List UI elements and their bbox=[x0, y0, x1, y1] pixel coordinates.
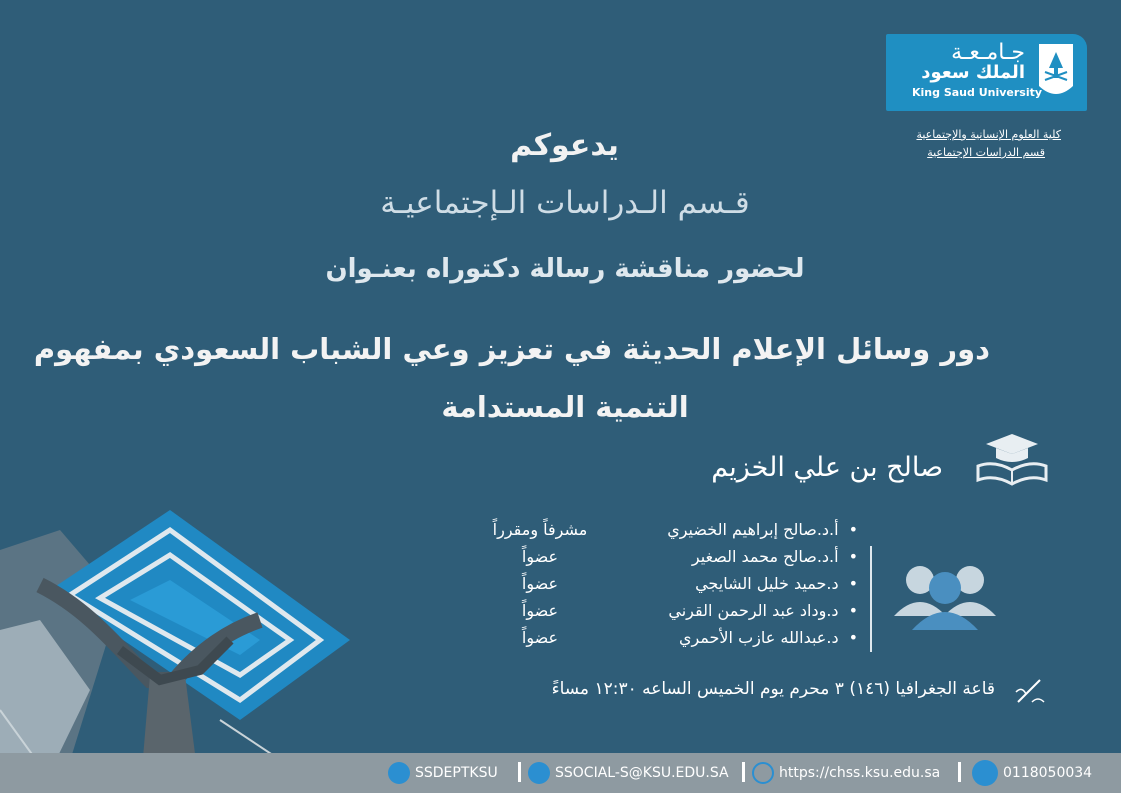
committee-member-name: • أ.د.صالح إبراهيم الخضيري bbox=[667, 520, 858, 539]
college-link[interactable]: كلية العلوم الإنسانية والإجتماعية bbox=[916, 128, 1061, 141]
logo-arabic-line2: الملك سعود bbox=[921, 62, 1025, 83]
verified-badge-icon bbox=[388, 762, 410, 784]
phone-icon bbox=[972, 760, 998, 786]
committee-member-role: عضواً bbox=[521, 601, 559, 620]
committee-row bbox=[490, 520, 858, 547]
footer-phone-text: 0118050034 bbox=[1003, 765, 1093, 781]
logo-english: King Saud University bbox=[912, 86, 1043, 99]
committee-member-role: عضواً bbox=[521, 574, 559, 593]
logo-arabic-line1: جـامـعـة bbox=[951, 40, 1025, 65]
footer-bar bbox=[0, 753, 1121, 793]
committee-member-role: عضواً bbox=[521, 547, 559, 566]
candidate-name: صالح بن علي الخزيم bbox=[711, 452, 943, 483]
committee-member-role: مشرفاً ومقرراً bbox=[492, 520, 588, 539]
footer-email-text: SSOCIAL-S@KSU.EDU.SA bbox=[555, 765, 729, 781]
thesis-title-line1: دور وسائل الإعلام الحديثة في تعزيز وعي الشباب السعودي بمفهوم bbox=[33, 332, 990, 366]
attend-line: لحضور مناقشة رسالة دكتوراه بعنـوان bbox=[325, 254, 805, 284]
department-link[interactable]: قسم الدراسات الإجتماعية bbox=[927, 146, 1045, 159]
committee-row bbox=[490, 547, 858, 574]
committee-row bbox=[490, 601, 858, 628]
footer-phone[interactable] bbox=[972, 761, 1092, 785]
footer-website[interactable] bbox=[752, 761, 940, 785]
pen-icon bbox=[1012, 672, 1048, 708]
university-logo bbox=[886, 34, 1087, 111]
footer-twitter-text: SSDEPTKSU bbox=[415, 765, 498, 781]
invite-heading: يدعوكم bbox=[510, 128, 619, 163]
committee-list bbox=[490, 520, 858, 655]
invite-heading-wrap bbox=[0, 128, 1121, 163]
committee-divider bbox=[870, 546, 872, 652]
footer-separator bbox=[518, 762, 521, 782]
footer-email[interactable] bbox=[528, 761, 729, 785]
people-group-icon bbox=[890, 560, 1000, 632]
committee-row bbox=[490, 628, 858, 655]
globe-icon bbox=[752, 762, 774, 784]
committee-member-name: • د.وداد عبد الرحمن القرني bbox=[668, 601, 858, 620]
committee-member-role: عضواً bbox=[521, 628, 559, 647]
architecture-decoration bbox=[0, 470, 420, 793]
department-title: قـسم الـدراسات الـإجتماعيـة bbox=[380, 185, 750, 221]
footer-separator bbox=[958, 762, 961, 782]
graduation-cap-book-icon bbox=[974, 432, 1050, 486]
footer-separator bbox=[742, 762, 745, 782]
university-emblem-icon bbox=[1037, 42, 1075, 102]
committee-member-name: • د.حميد خليل الشايجي bbox=[695, 574, 858, 593]
footer-twitter[interactable] bbox=[388, 761, 498, 785]
thesis-title-line2: التنمية المستدامة bbox=[441, 390, 689, 424]
committee-row bbox=[490, 574, 858, 601]
email-icon bbox=[528, 762, 550, 784]
venue-datetime: قاعة الجغرافيا (١٤٦) ٣ محرم يوم الخميس الساعه ١٢:٣٠ مساءً bbox=[551, 679, 995, 699]
committee-member-name: • أ.د.صالح محمد الصغير bbox=[692, 547, 858, 566]
committee-member-name: • د.عبدالله عازب الأحمري bbox=[679, 628, 858, 647]
footer-website-text: https://chss.ksu.edu.sa bbox=[779, 765, 941, 781]
